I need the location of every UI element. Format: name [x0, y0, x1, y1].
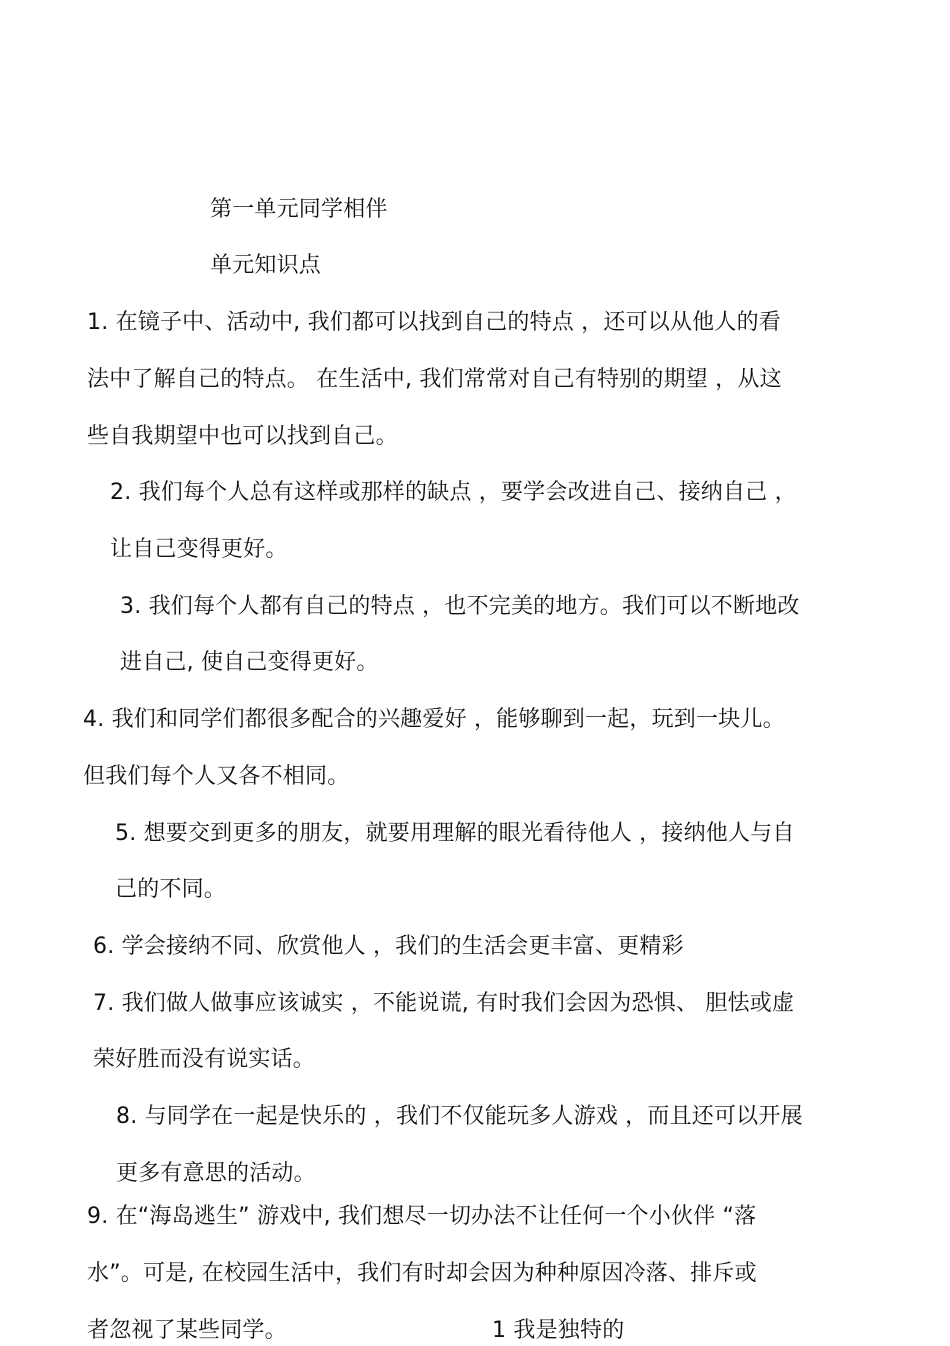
- text-line-5: 让自己变得更好。: [110, 537, 288, 562]
- text-line-2: 法中了解自己的特点。 在生活中, 我们常常对自己有特别的期望 ，从这: [87, 367, 782, 392]
- text-line-3: 些自我期望中也可以找到自己。: [87, 424, 398, 449]
- text-line-4: 2. 我们每个人总有这样或那样的缺点 ，要学会改进自己、接纳自己 ，: [110, 480, 797, 505]
- unit-title: 第一单元同学相伴: [210, 197, 388, 222]
- text-line-8: 4. 我们和同学们都很多配合的兴趣爱好 ，能够聊到一起，玩到一块儿。: [83, 707, 785, 732]
- lesson-heading: 1 我是独特的: [492, 1318, 625, 1343]
- text-line-14: 荣好胜而没有说实话。: [93, 1047, 316, 1072]
- text-line-18: 水”。可是, 在校园生活中，我们有时却会因为种种原因冷落、排斥或: [87, 1261, 757, 1286]
- text-line-11: 己的不同。: [115, 877, 227, 902]
- text-line-16: 更多有意思的活动。: [116, 1161, 316, 1186]
- text-line-19: 者忽视了某些同学。: [87, 1318, 287, 1343]
- text-line-6: 3. 我们每个人都有自己的特点 ，也不完美的地方。我们可以不断地改: [120, 594, 800, 619]
- text-line-7: 进自己, 使自己变得更好。: [120, 650, 379, 675]
- text-line-12: 6. 学会接纳不同、欣赏他人 ，我们的生活会更丰富、更精彩: [93, 934, 684, 959]
- text-line-17: 9. 在“海岛逃生” 游戏中, 我们想尽一切办法不让任何一个小伙伴 “落: [87, 1204, 757, 1229]
- text-line-1: 1. 在镜子中、活动中, 我们都可以找到自己的特点 ，还可以从他人的看: [87, 310, 781, 335]
- text-line-15: 8. 与同学在一起是快乐的 ，我们不仅能玩多人游戏 ，而且还可以开展: [116, 1104, 803, 1129]
- section-subtitle: 单元知识点: [210, 253, 322, 278]
- text-line-9: 但我们每个人又各不相同。: [83, 764, 350, 789]
- text-line-13: 7. 我们做人做事应该诚实 ，不能说谎, 有时我们会因为恐惧、 胆怯或虚: [93, 991, 795, 1016]
- text-line-10: 5. 想要交到更多的朋友，就要用理解的眼光看待他人 ，接纳他人与自: [115, 821, 795, 846]
